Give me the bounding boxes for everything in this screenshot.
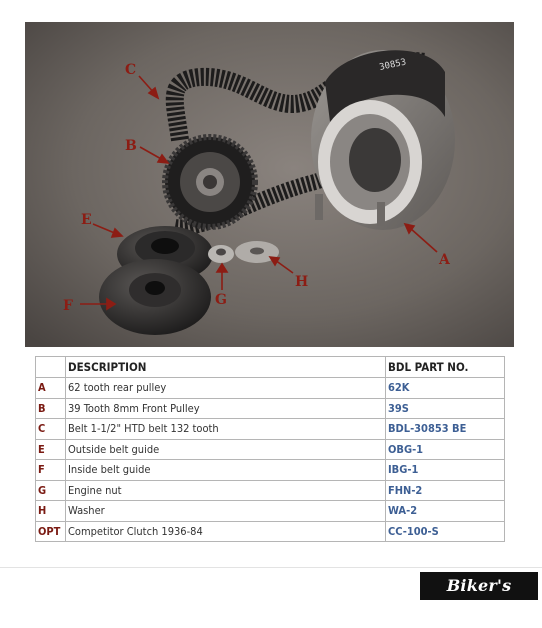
front-pulley-drawing <box>165 137 255 227</box>
callout-h: H <box>295 274 309 290</box>
table-row <box>36 378 505 399</box>
brand-watermark: Biker's Store <box>420 572 538 600</box>
parts-table <box>35 356 505 542</box>
callout-a: A <box>439 252 450 268</box>
row-part-number: 62K <box>386 378 505 399</box>
inside-guide-drawing <box>99 259 211 335</box>
header-description: DESCRIPTION <box>66 357 386 378</box>
row-part-number: CC-100-S <box>386 521 505 542</box>
rear-pulley-drawing <box>311 50 455 230</box>
row-description: Engine nut <box>66 480 386 501</box>
table-row <box>36 501 505 522</box>
row-description: Washer <box>66 501 386 522</box>
belt-print: 30853 <box>378 57 408 73</box>
row-description: 39 Tooth 8mm Front Pulley <box>66 398 386 419</box>
row-part-number: WA-2 <box>386 501 505 522</box>
row-code: F <box>36 460 66 481</box>
table-row <box>36 398 505 419</box>
row-part-number: IBG-1 <box>386 460 505 481</box>
table-row <box>36 480 505 501</box>
row-code: A <box>36 378 66 399</box>
row-code: G <box>36 480 66 501</box>
table-row <box>36 439 505 460</box>
callout-g: G <box>215 292 227 308</box>
callout-e: E <box>81 212 92 228</box>
callout-f: F <box>63 298 73 314</box>
table-row <box>36 521 505 542</box>
row-code: H <box>36 501 66 522</box>
row-description: Belt 1-1/2" HTD belt 132 tooth <box>66 419 386 440</box>
table-row <box>36 460 505 481</box>
row-description: Outside belt guide <box>66 439 386 460</box>
callout-c: C <box>125 62 137 78</box>
row-part-number: BDL-30853 BE <box>386 419 505 440</box>
callout-b: B <box>125 138 137 154</box>
row-code: OPT <box>36 521 66 542</box>
row-part-number: FHN-2 <box>386 480 505 501</box>
header-part-number: BDL PART NO. <box>386 357 505 378</box>
footer-divider <box>0 567 542 568</box>
row-description: Competitor Clutch 1936-84 <box>66 521 386 542</box>
header-code <box>36 357 66 378</box>
row-description: 62 tooth rear pulley <box>66 378 386 399</box>
row-part-number: OBG-1 <box>386 439 505 460</box>
row-part-number: 39S <box>386 398 505 419</box>
row-code: E <box>36 439 66 460</box>
row-code: B <box>36 398 66 419</box>
nut-drawing <box>208 245 234 263</box>
table-row <box>36 419 505 440</box>
row-description: Inside belt guide <box>66 460 386 481</box>
table-header-row <box>36 357 505 378</box>
row-code: C <box>36 419 66 440</box>
product-photo <box>25 22 514 347</box>
